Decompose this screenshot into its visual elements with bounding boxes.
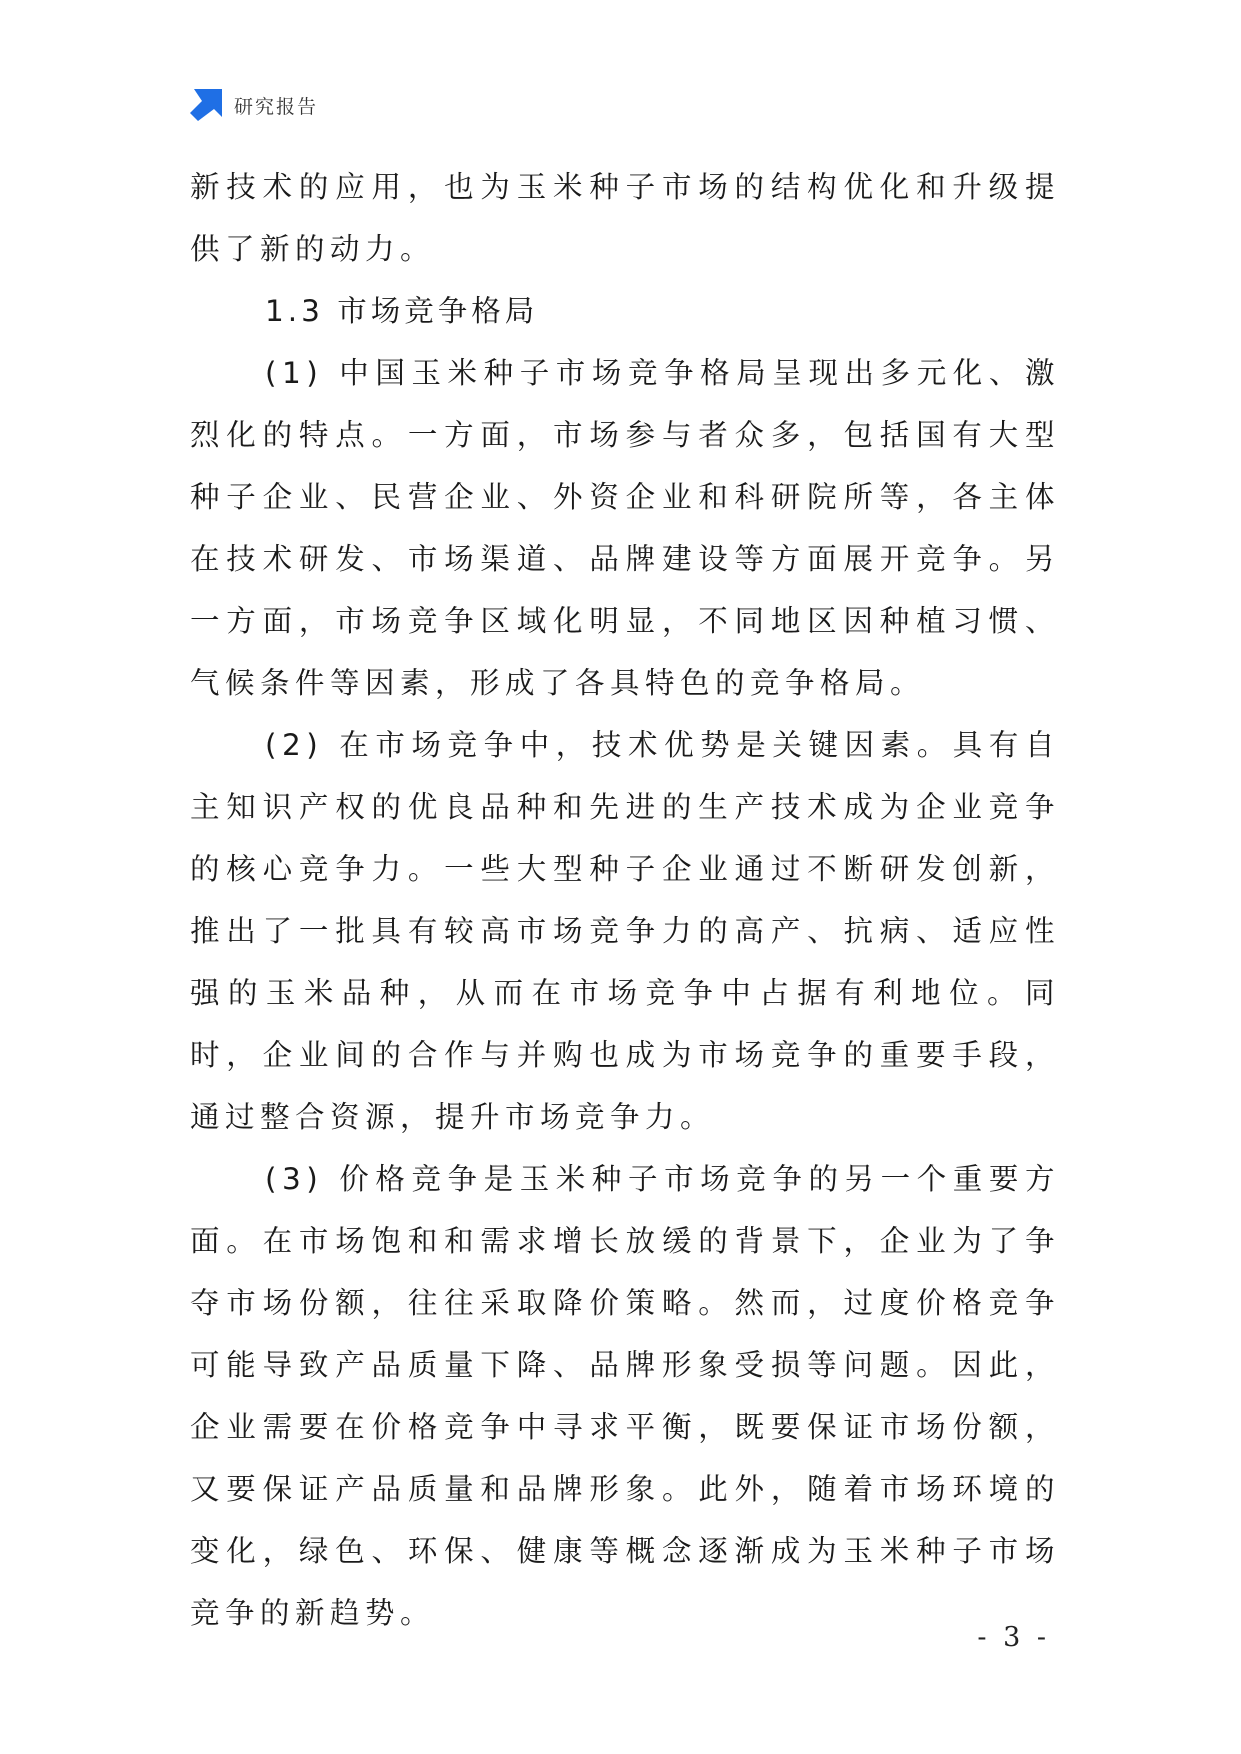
arrow-up-right-icon: [190, 89, 222, 121]
paragraph-2: (2) 在市场竞争中，技术优势是关键因素。具有自主知识产权的优良品种和先进的生产技术成为企业竞争的核心竞争力。一些大型种子企业通过不断研发创新，推出了一批具有较高市场竞争力的高产、抗病、适应性强的玉米品种，从而在市场竞争中占据有利地位。同时，企业间的合作与并购也成为市场竞争的重要手段，通过整合资源，提升市场竞争力。: [190, 728, 1060, 1134]
report-header: [190, 88, 318, 122]
paragraph-1: (1) 中国玉米种子市场竞争格局呈现出多元化、激烈化的特点。一方面，市场参与者众多，包括国有大型种子企业、民营企业、外资企业和科研院所等，各主体在技术研发、市场渠道、品牌建设等方面展开竞争。另一方面，市场竞争区域化明显，不同地区因种植习惯、气候条件等因素，形成了各具特色的竞争格局。: [190, 356, 1060, 700]
page-number: - 3 -: [977, 1622, 1050, 1653]
paragraph-3: (3) 价格竞争是玉米种子市场竞争的另一个重要方面。在市场饱和和需求增长放缓的背景下，企业为了争夺市场份额，往往采取降价策略。然而，过度价格竞争可能导致产品质量下降、品牌形象受损等问题。因此，企业需要在价格竞争中寻求平衡，既要保证市场份额，又要保证产品质量和品牌形象。此外，随着市场环境的变化，绿色、环保、健康等概念逐渐成为玉米种子市场竞争的新趋势。: [190, 1162, 1060, 1630]
paragraph-continuation: 新技术的应用，也为玉米种子市场的结构优化和升级提供了新的动力。: [190, 170, 1060, 266]
section-heading: 1.3 市场竞争格局: [265, 294, 539, 328]
document-body: [190, 156, 1060, 1644]
header-title: 研究报告: [234, 95, 319, 118]
